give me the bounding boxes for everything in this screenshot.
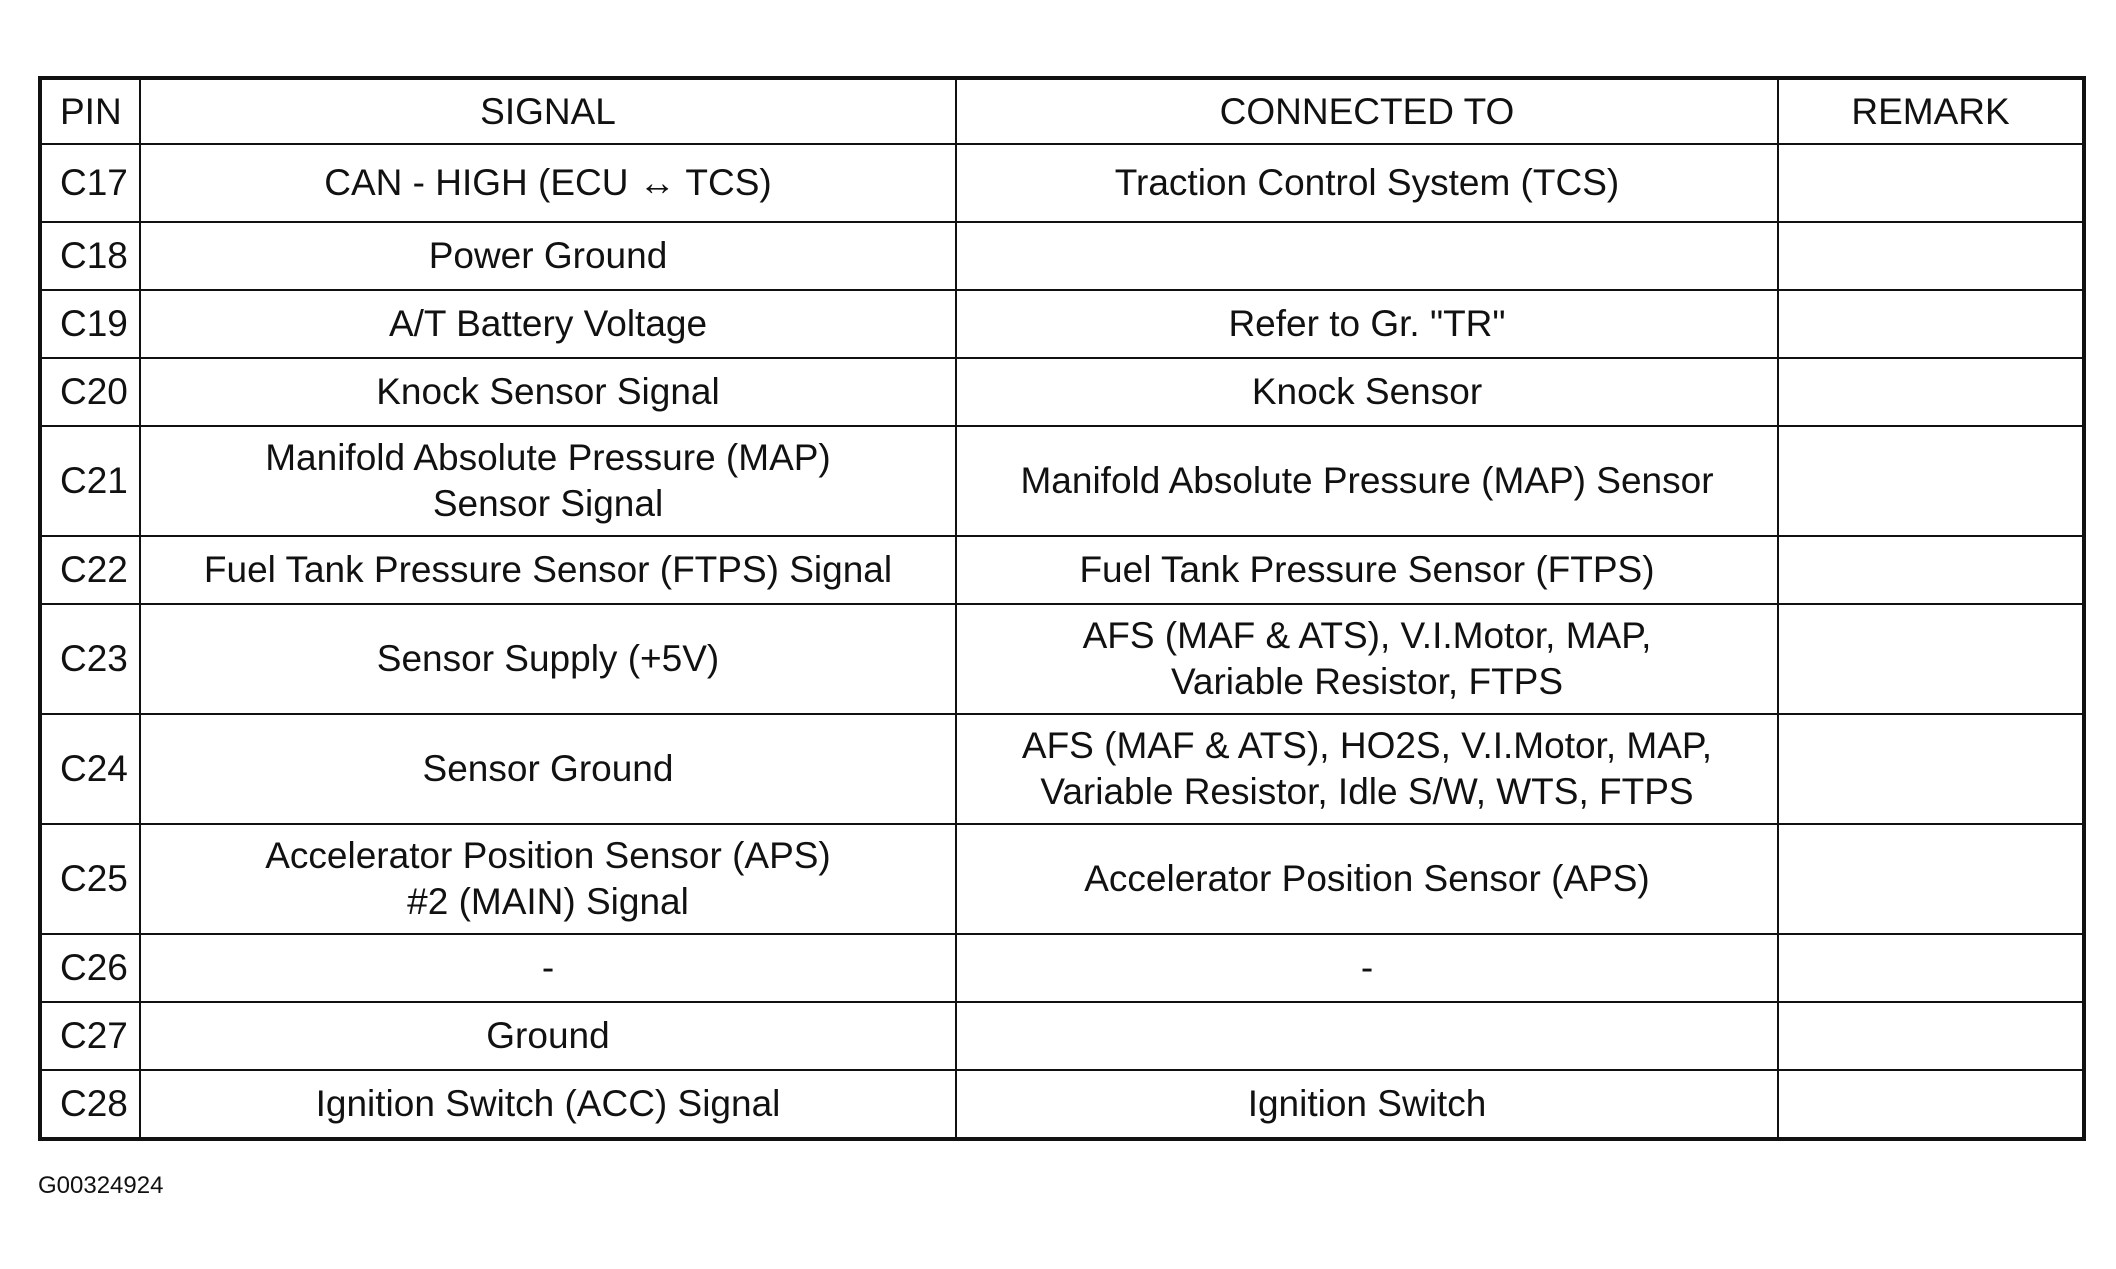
signal-cell	[140, 604, 956, 714]
connected-to-text: Knock Sensor	[1251, 371, 1483, 412]
signal-cell	[140, 714, 956, 824]
remark-cell	[1778, 144, 2084, 222]
remark-cell	[1778, 934, 2084, 1002]
header-signal: SIGNAL	[140, 78, 956, 144]
table-row	[40, 426, 2084, 536]
table-row	[40, 604, 2084, 714]
connected-to-cell	[956, 824, 1778, 934]
signal-cell	[140, 222, 956, 290]
connected-to-text: Traction Control System (TCS)	[1114, 162, 1620, 203]
signal-cell	[140, 934, 956, 1002]
signal-text: Ignition Switch (ACC) Signal	[315, 1083, 781, 1124]
connected-to-text: -	[1360, 947, 1374, 988]
table-row	[40, 714, 2084, 824]
pin-table	[38, 76, 2086, 1141]
remark-cell	[1778, 290, 2084, 358]
connected-to-cell	[956, 426, 1778, 536]
remark-cell	[1778, 426, 2084, 536]
connected-to-cell	[956, 290, 1778, 358]
pin-cell: C18	[40, 222, 140, 290]
table-row	[40, 824, 2084, 934]
signal-text: Manifold Absolute Pressure (MAP) Sensor Signal	[265, 437, 831, 524]
connected-to-text: Refer to Gr. "TR"	[1228, 303, 1506, 344]
signal-text: Power Ground	[428, 235, 668, 276]
pin-cell: C20	[40, 358, 140, 426]
connected-to-cell	[956, 1070, 1778, 1139]
connected-to-text: Fuel Tank Pressure Sensor (FTPS)	[1079, 549, 1655, 590]
remark-cell	[1778, 714, 2084, 824]
signal-cell	[140, 824, 956, 934]
signal-text: A/T Battery Voltage	[388, 303, 708, 344]
pin-cell: C25	[40, 824, 140, 934]
connected-to-cell	[956, 934, 1778, 1002]
signal-text: Sensor Supply (+5V)	[376, 638, 720, 679]
signal-cell	[140, 144, 956, 222]
table-row	[40, 1002, 2084, 1070]
remark-cell	[1778, 824, 2084, 934]
signal-text: -	[541, 947, 555, 988]
remark-cell	[1778, 358, 2084, 426]
connected-to-cell	[956, 714, 1778, 824]
header-remark: REMARK	[1778, 78, 2084, 144]
signal-cell	[140, 290, 956, 358]
figure-id: G00324924	[38, 1172, 164, 1199]
remark-cell	[1778, 1070, 2084, 1139]
pin-cell: C19	[40, 290, 140, 358]
signal-text: CAN - HIGH (ECU ↔ TCS)	[324, 162, 772, 203]
signal-cell	[140, 1002, 956, 1070]
pin-cell: C27	[40, 1002, 140, 1070]
header-connected-to: CONNECTED TO	[956, 78, 1778, 144]
pin-cell: C21	[40, 426, 140, 536]
remark-cell	[1778, 604, 2084, 714]
signal-cell	[140, 1070, 956, 1139]
signal-cell	[140, 358, 956, 426]
table-row	[40, 358, 2084, 426]
connected-to-text: Accelerator Position Sensor (APS)	[1084, 858, 1650, 899]
table-row	[40, 536, 2084, 604]
pin-cell: C22	[40, 536, 140, 604]
signal-text: Sensor Ground	[422, 748, 674, 789]
remark-cell	[1778, 1002, 2084, 1070]
table-row	[40, 290, 2084, 358]
table-row	[40, 1070, 2084, 1139]
connected-to-text: AFS (MAF & ATS), HO2S, V.I.Motor, MAP, Variable Resistor, Idle S/W, WTS, FTPS	[1021, 725, 1713, 812]
connected-to-cell	[956, 604, 1778, 714]
signal-text: Accelerator Position Sensor (APS) #2 (MAIN) Signal	[265, 835, 831, 922]
connected-to-cell	[956, 358, 1778, 426]
connected-to-cell	[956, 144, 1778, 222]
pin-cell: C24	[40, 714, 140, 824]
signal-text: Knock Sensor Signal	[376, 371, 720, 412]
connected-to-cell	[956, 536, 1778, 604]
signal-text: Ground	[486, 1015, 610, 1056]
remark-cell	[1778, 222, 2084, 290]
connected-to-text: Ignition Switch	[1247, 1083, 1487, 1124]
pin-cell: C23	[40, 604, 140, 714]
remark-cell	[1778, 536, 2084, 604]
signal-text: Fuel Tank Pressure Sensor (FTPS) Signal	[203, 549, 893, 590]
table-header-row	[40, 78, 2084, 144]
table-row	[40, 144, 2084, 222]
header-pin: PIN	[40, 78, 140, 144]
pin-cell: C26	[40, 934, 140, 1002]
connected-to-text: AFS (MAF & ATS), V.I.Motor, MAP, Variable Resistor, FTPS	[1082, 615, 1652, 702]
connected-to-cell	[956, 1002, 1778, 1070]
connected-to-text: Manifold Absolute Pressure (MAP) Sensor	[1020, 460, 1714, 501]
signal-cell	[140, 426, 956, 536]
signal-cell	[140, 536, 956, 604]
table-row	[40, 222, 2084, 290]
connected-to-cell	[956, 222, 1778, 290]
pin-cell: C28	[40, 1070, 140, 1139]
pin-cell: C17	[40, 144, 140, 222]
table-row	[40, 934, 2084, 1002]
